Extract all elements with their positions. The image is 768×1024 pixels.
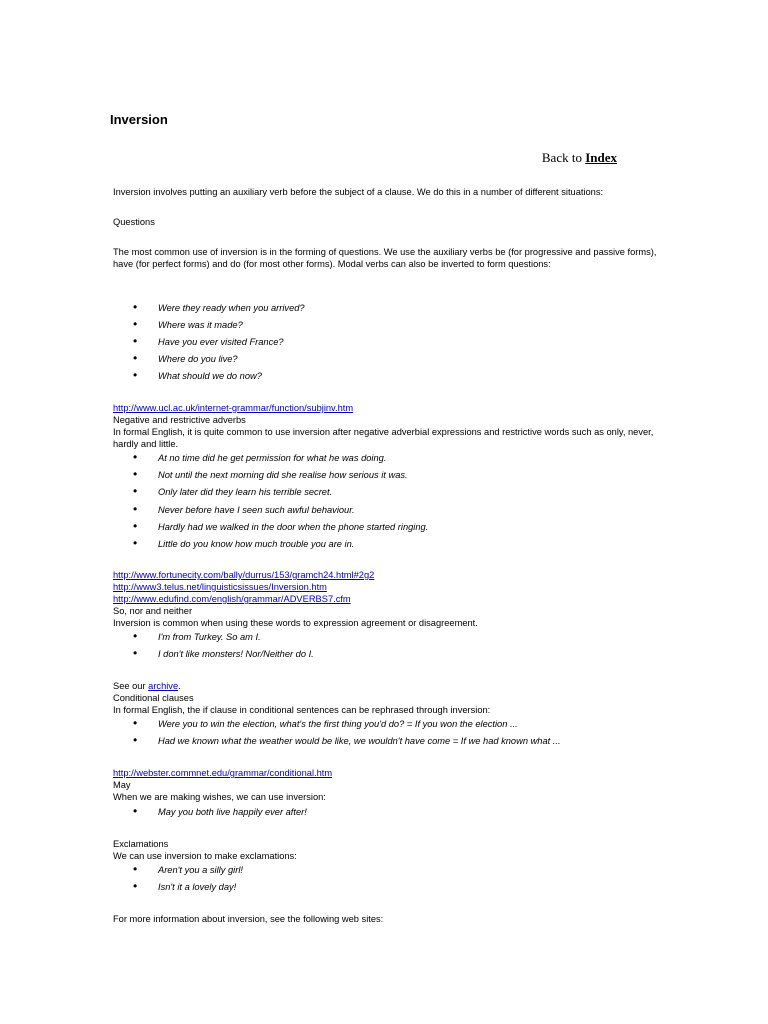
negative-text: In formal English, it is quite common to use inversion after negative adverbial expressions and restrictive words such as only, never, hardly and little. (113, 427, 654, 449)
list-item: • Had we known what the weather would be like, we wouldn't have come = If we had known what ... (113, 733, 653, 750)
archive-link[interactable]: archive (148, 681, 179, 691)
list-item: • At no time did he get permission for what he was doing. (113, 450, 653, 467)
see-archive (113, 680, 658, 692)
list-item: • I don't like monsters! Nor/Neither do I. (113, 646, 653, 663)
list-item: • Isn't it a lovely day! (113, 879, 653, 896)
conditional-text: In formal English, the if clause in conditional sentences can be rephrased through inversion: (113, 705, 491, 715)
list-item: • May you both live happily ever after! (113, 804, 653, 821)
exclamations-text: We can use inversion to make exclamations: (113, 851, 297, 861)
list-item: • Where was it made? (113, 317, 653, 334)
so-nor-heading: So, nor and neither (113, 606, 193, 616)
exclamations-heading: Exclamations (113, 839, 169, 849)
list-item: • Only later did they learn his terrible secret. (113, 484, 653, 501)
may-examples (113, 804, 653, 821)
see-prefix: See our (113, 681, 149, 691)
conditional-heading: Conditional clauses (113, 693, 194, 703)
link-commnet[interactable]: http://webster.commnet.edu/grammar/conditional.htm (113, 768, 333, 778)
back-prefix: Back to (541, 150, 586, 165)
so-nor-examples (113, 629, 653, 663)
list-item: • Little do you know how much trouble you are in. (113, 536, 653, 553)
link-telus[interactable]: http://www3.telus.net/linguisticsissues/Inversion.htm (113, 582, 327, 592)
intro-text: Inversion involves putting an auxiliary verb before the subject of a clause. We do this in a number of different situations: (113, 187, 604, 197)
conditional-examples (113, 716, 653, 750)
see-suffix: . (178, 681, 181, 691)
exclamations-examples (113, 862, 653, 896)
questions-text: The most common use of inversion is in the forming of questions. We use the auxiliary verbs be (for progressive and passive forms), have (for perfect forms) and do (for most other forms). Modal verbs can also be inverted to form questions: (113, 247, 657, 269)
list-item: • Were they ready when you arrived? (113, 300, 653, 317)
link-fortunecity[interactable]: http://www.fortunecity.com/bally/durrus/153/gramch24.html#2g2 (113, 570, 375, 580)
list-item: • Where do you live? (113, 351, 653, 368)
so-nor-text: Inversion is common when using these words to expression agreement or disagreement. (113, 618, 478, 628)
list-item: • Not until the next morning did she realise how serious it was. (113, 467, 653, 484)
list-item: • I'm from Turkey. So am I. (113, 629, 653, 646)
list-item: • What should we do now? (113, 368, 653, 385)
link-ucl[interactable]: http://www.ucl.ac.uk/internet-grammar/function/subjinv.htm (113, 403, 354, 413)
list-item: • Aren't you a silly girl! (113, 862, 653, 879)
questions-examples (113, 300, 653, 385)
page-title: Inversion (110, 112, 168, 127)
negative-heading: Negative and restrictive adverbs (113, 415, 246, 425)
link-edufind[interactable]: http://www.edufind.com/english/grammar/ADVERBS7.cfm (113, 594, 351, 604)
may-heading: May (113, 780, 131, 790)
questions-heading: Questions (113, 217, 155, 227)
list-item: • Never before have I seen such awful behaviour. (113, 502, 653, 519)
list-item: • Hardly had we walked in the door when the phone started ringing. (113, 519, 653, 536)
index-link[interactable]: Index (585, 150, 617, 165)
list-item: • Have you ever visited France? (113, 334, 653, 351)
back-to-index (542, 150, 617, 166)
list-item: • Were you to win the election, what's the first thing you'd do? = If you won the election ... (113, 716, 653, 733)
footer-text: For more information about inversion, see the following web sites: (113, 914, 384, 924)
may-text: When we are making wishes, we can use inversion: (113, 792, 326, 802)
negative-examples (113, 450, 653, 553)
